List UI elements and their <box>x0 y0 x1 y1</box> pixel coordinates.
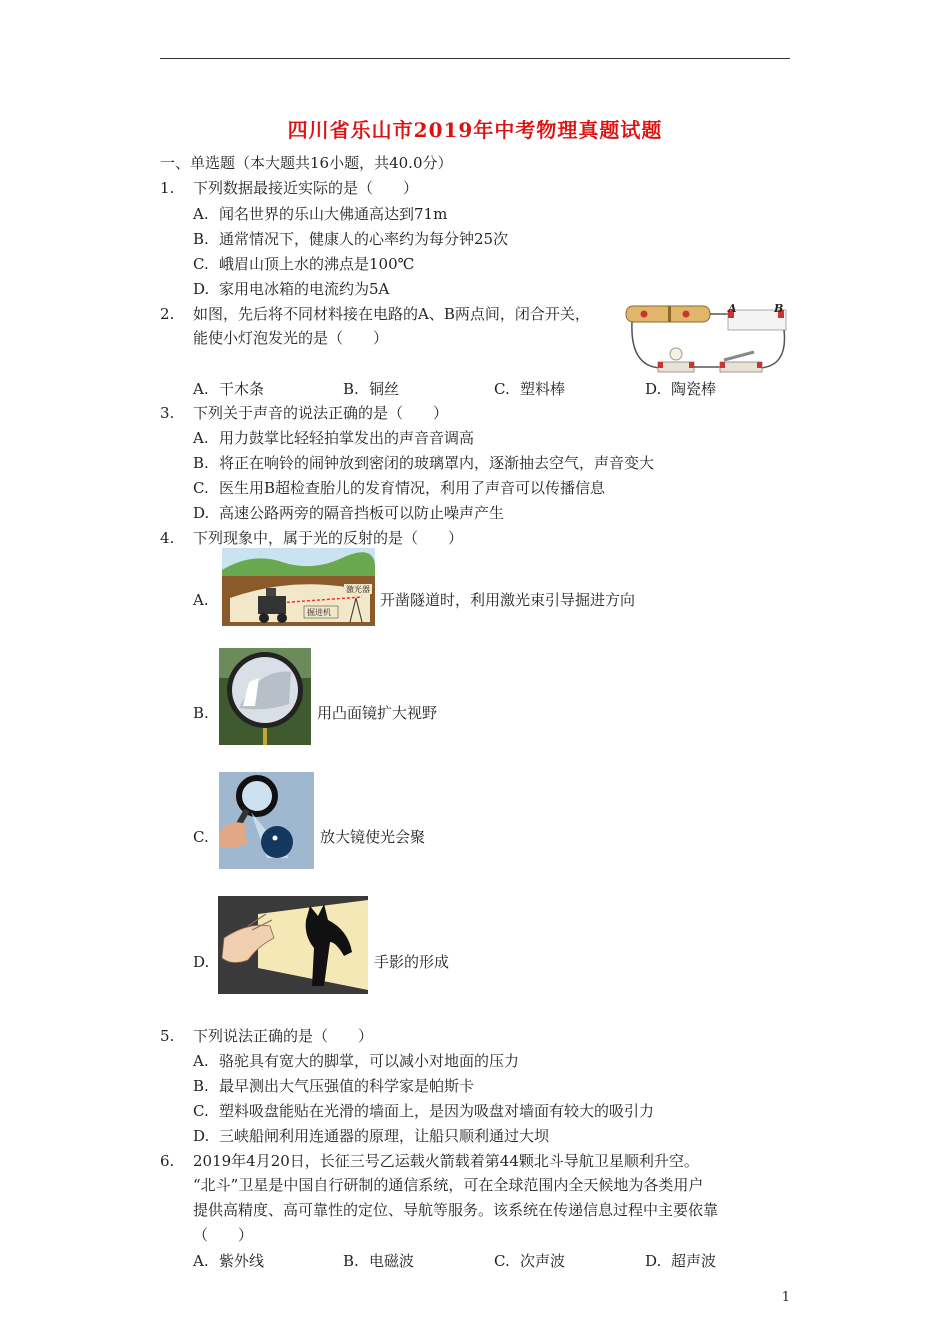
option-text: 峨眉山顶上水的沸点是100℃ <box>219 255 415 273</box>
option <box>193 379 264 399</box>
option <box>343 379 399 399</box>
option-letter: A. <box>193 429 209 447</box>
option-letter: C. <box>193 1102 209 1120</box>
option-letter: C. <box>193 479 209 497</box>
option-text: 最早测出大气压强值的科学家是帕斯卡 <box>219 1077 475 1095</box>
option <box>193 478 605 498</box>
option-letter: C. <box>193 255 209 273</box>
option <box>193 229 508 249</box>
option-letter: D. <box>193 280 210 298</box>
option <box>494 379 565 399</box>
option-letter: C. <box>193 828 209 846</box>
question-stem: 2019年4月20日，长征三号乙运载火箭载着第44颗北斗导航卫星顺利升空。 <box>193 1152 699 1170</box>
machine-label: 掘进机 <box>307 608 331 617</box>
option-text: 家用电冰箱的电流约为5A <box>219 280 390 298</box>
option <box>193 503 504 523</box>
option-letter: A. <box>193 1252 209 1270</box>
header-rule <box>160 58 790 59</box>
option-letter: B. <box>193 454 209 472</box>
question-number: 5. <box>160 1027 175 1045</box>
question-number: 6. <box>160 1152 175 1170</box>
option <box>193 1126 549 1146</box>
circuit-figure <box>624 300 792 380</box>
option-letter: B. <box>193 1077 209 1095</box>
option <box>193 453 654 473</box>
option-letter: A. <box>193 380 209 398</box>
question-stem: 如图，先后将不同材料接在电路的A、B两点间，闭合开关， <box>193 305 590 323</box>
option <box>193 1076 474 1096</box>
option <box>193 279 389 299</box>
convex-mirror-image <box>219 648 311 745</box>
option-text: 闻名世界的乐山大佛通高达到71m <box>219 205 448 223</box>
option <box>193 1101 654 1121</box>
option <box>645 379 716 399</box>
option-letter: B. <box>343 380 359 398</box>
question-number: 3. <box>160 404 175 422</box>
question-number: 2. <box>160 305 175 323</box>
option-letter: C. <box>494 1252 510 1270</box>
option-text: 高速公路两旁的隔音挡板可以防止噪声产生 <box>219 504 505 522</box>
option-text: 用凸面镜扩大视野 <box>317 704 438 722</box>
option-text: 紫外线 <box>219 1252 265 1270</box>
question-number: 4. <box>160 529 175 547</box>
question-stem: （ ） <box>193 1226 254 1244</box>
option-letter: B. <box>193 704 209 722</box>
circuit-diagram <box>624 300 792 380</box>
point-a-label: A <box>728 302 737 315</box>
option-text: 塑料棒 <box>520 380 566 398</box>
option-text: 将正在响铃的闹钟放到密闭的玻璃罩内，逐渐抽去空气，声音变大 <box>219 454 655 472</box>
option-text: 骆驼具有宽大的脚掌，可以减小对地面的压力 <box>219 1052 520 1070</box>
option-text: 开凿隧道时，利用激光束引导掘进方向 <box>380 591 636 609</box>
option-text: 用力鼓掌比轻轻拍掌发出的声音音调高 <box>219 429 475 447</box>
option-text: 塑料吸盘能贴在光滑的墙面上，是因为吸盘对墙面有较大的吸引力 <box>219 1102 655 1120</box>
option-letter: D. <box>193 953 210 971</box>
question-stem: 能使小灯泡发光的是（ ） <box>193 329 389 347</box>
option <box>193 428 474 448</box>
option <box>193 254 414 274</box>
option-text: 放大镜使光会聚 <box>320 828 426 846</box>
option-text: 干木条 <box>219 380 265 398</box>
option-text: 次声波 <box>520 1252 566 1270</box>
section-heading: 一、单选题（本大题共16小题，共40.0分） <box>160 154 453 172</box>
option-letter: A. <box>193 1052 209 1070</box>
option <box>645 1251 716 1271</box>
option-letter: D. <box>193 504 210 522</box>
option-letter: D. <box>193 1127 210 1145</box>
page-number: 1 <box>781 1290 790 1305</box>
option-text: 手影的形成 <box>374 953 450 971</box>
laser-label: 激光器 <box>346 585 370 594</box>
option-letter: B. <box>343 1252 359 1270</box>
question-stem: 下列数据最接近实际的是（ ） <box>193 179 419 197</box>
tunnel-laser-image <box>222 548 375 626</box>
option-text: 铜丝 <box>369 380 400 398</box>
option-letter: D. <box>645 380 662 398</box>
question-number: 1. <box>160 179 175 197</box>
option <box>193 1051 519 1071</box>
option-text: 通常情况下，健康人的心率约为每分钟25次 <box>219 230 509 248</box>
question-stem: 下列现象中，属于光的反射的是（ ） <box>193 529 464 547</box>
option-letter: D. <box>645 1252 662 1270</box>
option-text: 三峡船闸利用连通器的原理，让船只顺利通过大坝 <box>219 1127 550 1145</box>
option <box>343 1251 414 1271</box>
hand-shadow-image <box>218 896 368 994</box>
option-text: 电磁波 <box>369 1252 415 1270</box>
option-text: 医生用B超检查胎儿的发育情况，利用了声音可以传播信息 <box>219 479 606 497</box>
option <box>193 204 447 224</box>
option-text: 陶瓷棒 <box>671 380 717 398</box>
question-stem: 下列说法正确的是（ ） <box>193 1027 374 1045</box>
option <box>494 1251 565 1271</box>
question-stem: 下列关于声音的说法正确的是（ ） <box>193 404 449 422</box>
option-letter: A. <box>193 205 209 223</box>
magnifier-image <box>219 772 314 869</box>
question-stem: 提供高精度、高可靠性的定位、导航等服务。该系统在传递信息过程中主要依靠 <box>193 1201 719 1219</box>
option-letter: C. <box>494 380 510 398</box>
option-letter: A. <box>193 591 209 609</box>
option-text: 超声波 <box>671 1252 717 1270</box>
option <box>193 1251 264 1271</box>
question-stem: “北斗”卫星是中国自行研制的通信系统，可在全球范围内全天候地为各类用户 <box>193 1176 704 1194</box>
point-b-label: B <box>774 302 784 315</box>
page-title: 四川省乐山市2019年中考物理真题试题 <box>287 118 663 142</box>
option-letter: B. <box>193 230 209 248</box>
